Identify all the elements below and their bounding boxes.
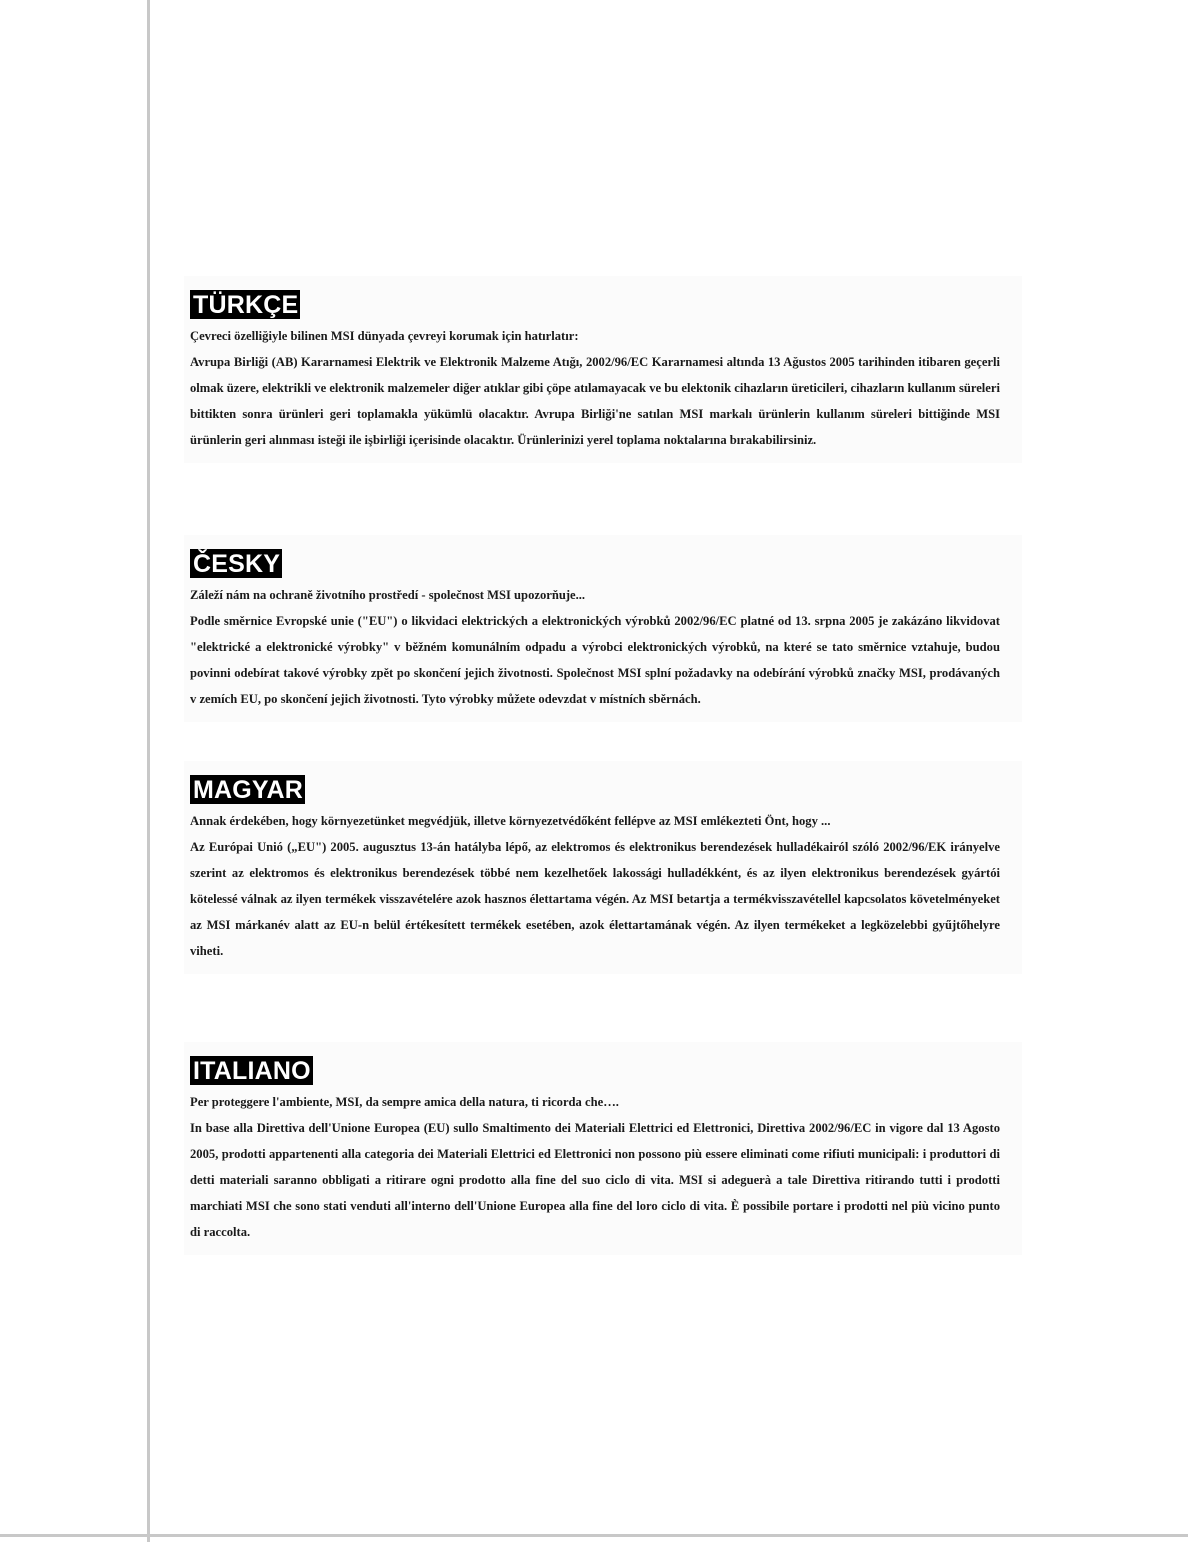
section-italiano [184, 1042, 1022, 1255]
left-margin-rule [147, 0, 150, 1542]
section-body-cesky: Podle směrnice Evropské unie ("EU") o likvidaci elektrických a elektronických výrobků 2002/96/EC platné od 13. srpna 2005 je zakázáno likvidovat "elektrické a elektronické výrobky" v běžném komunálním odpadu a výrobci elektronických výrobků, na které se tato směrnice vztahuje, budou povinni odebírat takové výrobky zpět po skončení jejich životnosti. Společnost MSI splní požadavky na odebírání výrobků značky MSI, prodávaných v zemích EU, po skončení jejich životnosti. Tyto výrobky můžete odevzdat v místních sběrnách. [190, 614, 1000, 706]
bottom-page-rule [0, 1534, 1188, 1537]
section-cesky [184, 535, 1022, 722]
section-heading-cesky: ČESKY [190, 549, 282, 578]
section-lead-italiano: Per proteggere l'ambiente, MSI, da sempre amica della natura, ti ricorda che…. [190, 1095, 619, 1109]
section-heading-magyar: MAGYAR [190, 775, 305, 804]
section-lead-cesky: Záleží nám na ochraně životního prostředí - společnost MSI upozorňuje... [190, 588, 586, 602]
section-body-italiano: In base alla Direttiva dell'Unione Europea (EU) sullo Smaltimento dei Materiali Elettrici ed Elettronici, Direttiva 2002/96/EC in vigore dal 13 Agosto 2005, prodotti appartenenti alla categoria dei Materiali Elettrici ed Elettronici non possono più essere eliminati come rifiuti municipali: i produttori di detti materiali saranno obbligati a ritirare ogni prodotto alla fine del suo ciclo di vita. MSI si adeguerà a tale Direttiva ritirando tutti i prodotti marchiati MSI che sono stati venduti all'interno dell'Unione Europea alla fine del loro ciclo di vita. È possibile portare i prodotti nel più vicino punto di raccolta. [190, 1121, 1000, 1239]
section-body-magyar: Az Európai Unió („EU") 2005. augusztus 13-án hatályba lépő, az elektromos és elektronikus berendezések hulladékairól szóló 2002/96/EK irányelve szerint az elektromos és elektronikus berendezések többé nem kezelhetőek lakossági hulladékként, és az ilyen elektronikus berendezések gyártói kötelessé válnak az ilyen termékek visszavételére azok hasznos élettartama végén. Az MSI betartja a termékvisszavétellel kapcsolatos követelményeket az MSI márkanév alatt az EU-n belül értékesített termékek esetében, azok élettartamának végén. Az ilyen termékeket a legközelebbi gyűjtőhelyre viheti. [190, 840, 1000, 958]
section-magyar [184, 761, 1022, 974]
section-body-turkce: Avrupa Birliği (AB) Kararnamesi Elektrik ve Elektronik Malzeme Atığı, 2002/96/EC Kararnamesi altında 13 Ağustos 2005 tarihinden itibaren geçerli olmak üzere, elektrikli ve elektronik malzemeler diğer atıklar gibi çöpe atılamayacak ve bu elektonik cihazların üreticileri, cihazların kullanım süreleri bittikten sonra ürünleri geri toplamakla yükümlü olacaktır. Avrupa Birliği'ne satılan MSI markalı ürünlerin kullanım süreleri bittiğinde MSI ürünlerin geri alınması isteği ile işbirliği içerisinde olacaktır. Ürünlerinizi yerel toplama noktalarına bırakabilirsiniz. [190, 355, 1000, 447]
section-lead-turkce: Çevreci özelliğiyle bilinen MSI dünyada çevreyi korumak için hatırlatır: [190, 329, 579, 343]
section-lead-magyar: Annak érdekében, hogy környezetünket megvédjük, illetve környezetvédőként fellépve az MSI emlékezteti Önt, hogy ... [190, 814, 831, 828]
section-turkce [184, 276, 1022, 463]
section-heading-italiano: ITALIANO [190, 1056, 313, 1085]
section-heading-turkce: TÜRKÇE [190, 290, 300, 319]
